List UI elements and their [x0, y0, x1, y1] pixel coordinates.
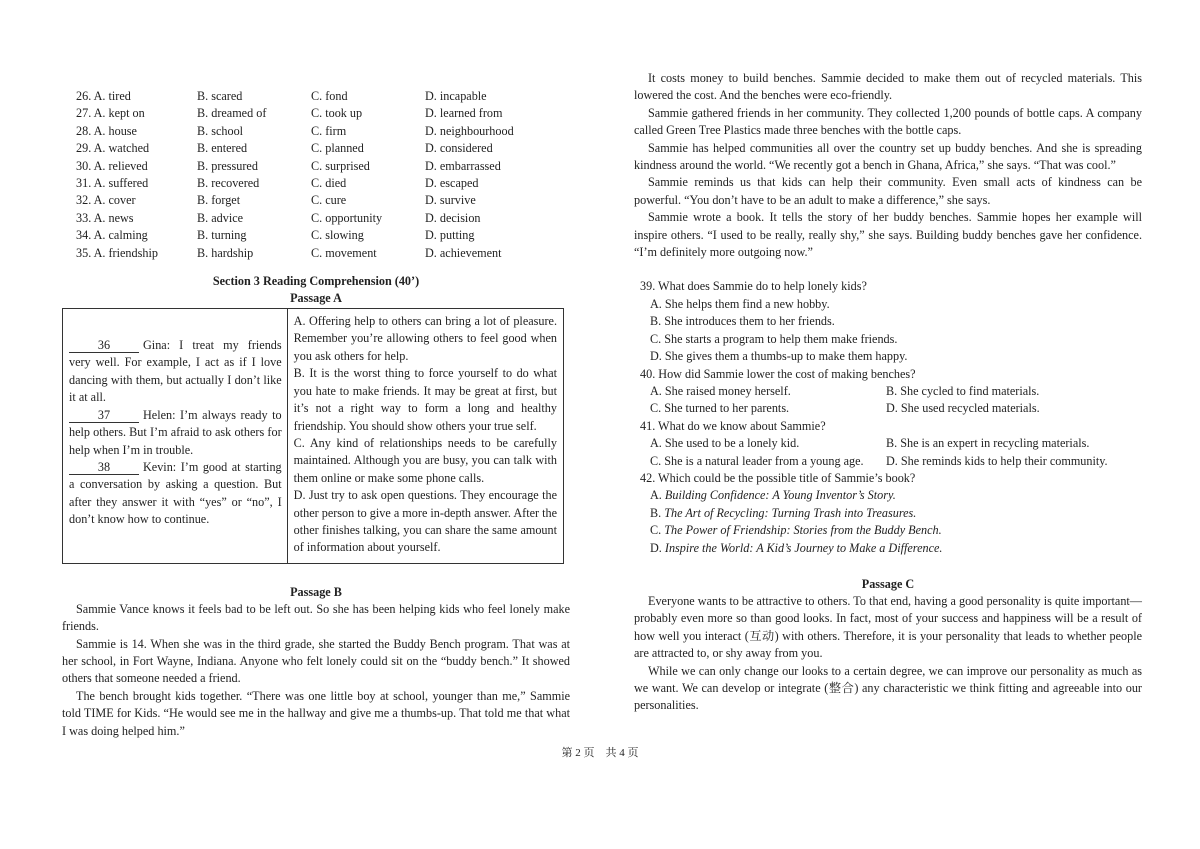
cloze-option: B. pressured — [197, 158, 258, 173]
cloze-option: D. incapable — [425, 89, 487, 103]
paragraph: Sammie gathered friends in her community. They collected 1,200 pounds of bottle caps. A company called Green Tree Plastics made three benches with the bottle caps. — [634, 105, 1142, 138]
cloze-option-row — [76, 140, 514, 157]
cloze-option: 34. A. calming — [76, 228, 148, 243]
cloze-option: C. slowing — [311, 228, 364, 243]
cloze-option-row — [76, 123, 514, 140]
cloze-options-table — [76, 88, 514, 262]
book-title: Inspire the World: A Kid’s Journey to Make a Difference. — [664, 540, 943, 555]
passage-a-title: Passage A — [290, 291, 342, 306]
right-column — [634, 70, 1142, 715]
cloze-option: 28. A. house — [76, 123, 137, 138]
cloze-option: 26. A. tired — [76, 89, 131, 103]
cloze-option: C. took up — [311, 106, 363, 121]
cloze-option: C. surprised — [311, 158, 370, 173]
cloze-option: 32. A. cover — [76, 193, 136, 208]
answer-option: A. She raised money herself. — [650, 383, 791, 398]
cloze-option: 29. A. watched — [76, 141, 150, 156]
matching-statements — [63, 309, 288, 563]
answer-option — [650, 487, 1142, 504]
answer-option — [650, 505, 1142, 522]
answer-option: C. She is a natural leader from a young age. — [650, 453, 864, 468]
answer-blank: 36 — [69, 339, 139, 353]
paragraph: While we can only change our looks to a certain degree, we can improve our personality as much as we want. We can develop or integrate (整合) any characteristic we think fitting and agreeable into our personalities. — [634, 663, 1142, 713]
answer-option: A. She used to be a lonely kid. — [650, 436, 800, 451]
advice-option: B. It is the worst thing to force yourself to do what you hate to make friends. It may be great at first, but it’s not a right way to form a long and healthy friendship. You should show others your true self. — [293, 366, 557, 433]
cloze-option: 35. A. friendship — [76, 245, 158, 260]
cloze-option-row — [76, 88, 514, 105]
statement-text: Helen: I’m always ready to help others. But I’m afraid to ask others for help when I’m in trouble. — [69, 407, 282, 457]
cloze-option-row — [76, 245, 514, 262]
question — [634, 366, 1142, 418]
option-letter: D. — [650, 540, 665, 555]
question-stem: 39. What does Sammie do to help lonely kids? — [640, 279, 867, 294]
cloze-option: B. dreamed of — [197, 106, 267, 121]
cloze-option: D. decision — [425, 210, 481, 225]
cloze-option: D. neighbourhood — [425, 123, 514, 138]
matching-box — [62, 308, 564, 564]
cloze-option: B. advice — [197, 210, 244, 225]
option-row — [650, 435, 1142, 452]
answer-option: A. She helps them find a new hobby. — [650, 296, 830, 311]
cloze-option: C. movement — [311, 245, 377, 260]
paragraph: The bench brought kids together. “There was one little boy at school, younger than me,” Sammie told TIME for Kids. “He would see me in the hallway and give me a thumbs-up. That told me that what I was doing helped him.” — [62, 688, 570, 738]
cloze-option: C. planned — [311, 141, 364, 156]
cloze-option: 33. A. news — [76, 210, 134, 225]
cloze-option: D. survive — [425, 193, 476, 208]
cloze-option: C. cure — [311, 193, 347, 208]
option-row — [650, 400, 1142, 417]
question — [634, 418, 1142, 470]
paragraph: Sammie reminds us that kids can help their community. Even small acts of kindness can be powerful. “You don’t have to be an adult to make a difference,” she says. — [634, 175, 1142, 207]
statement-text: Gina: I treat my friends very well. For example, I act as if I love dancing with them, but actually I don’t like it at all. — [69, 338, 282, 405]
left-column — [62, 70, 570, 740]
cloze-option-row — [76, 158, 514, 175]
cloze-option-row — [76, 227, 514, 244]
passage-b-left-text — [62, 601, 570, 740]
answer-option: B. She is an expert in recycling materials. — [886, 436, 1090, 451]
cloze-option: 30. A. relieved — [76, 158, 148, 173]
answer-blank: 37 — [69, 409, 139, 423]
cloze-option: C. died — [311, 176, 347, 191]
matching-advice — [288, 309, 563, 563]
cloze-option: D. achievement — [425, 245, 502, 260]
matching-statement — [69, 407, 282, 459]
advice-option: C. Any kind of relationships needs to be carefully maintained. Although you are busy, you can talk with them online or make some phone calls. — [293, 435, 557, 485]
cloze-option: D. putting — [425, 228, 475, 243]
paragraph: Sammie is 14. When she was in the third grade, she started the Buddy Bench program. That was at her school, in Fort Wayne, Indiana. Anyone who felt lonely could sit on the “buddy bench.” It showed others that someone needed a friend. — [62, 636, 570, 686]
answer-option — [650, 540, 1142, 557]
question-stem: 41. What do we know about Sammie? — [640, 418, 826, 433]
book-title: The Power of Friendship: Stories from the Buddy Bench. — [664, 523, 942, 538]
cloze-option: 31. A. suffered — [76, 176, 149, 191]
answer-blank: 38 — [69, 461, 139, 475]
book-title: Building Confidence: A Young Inventor’s Story. — [664, 488, 896, 503]
answer-option — [650, 522, 1142, 539]
option-row — [650, 383, 1142, 400]
cloze-option: D. considered — [425, 141, 493, 156]
matching-statement — [69, 337, 282, 407]
cloze-option: B. school — [197, 123, 244, 138]
question-stem: 42. Which could be the possible title of Sammie’s book? — [640, 470, 916, 485]
answer-option: B. She cycled to find materials. — [886, 383, 1040, 398]
book-title: The Art of Recycling: Turning Trash into Treasures. — [664, 505, 917, 520]
paragraph: Sammie wrote a book. It tells the story of her buddy benches. Sammie hopes her example will inspire others. “I used to be really, really shy,” she says. Building buddy benches gave her confidence. “I’m definitely more outgoing now.” — [634, 210, 1142, 260]
advice-option: D. Just try to ask open questions. They encourage the other person to give a more in-depth answer. After the other finishes talking, you can share the same amount of information about yourself. — [293, 488, 557, 555]
answer-option: D. She used recycled materials. — [886, 401, 1040, 416]
question-stem: 40. How did Sammie lower the cost of making benches? — [640, 366, 916, 381]
paragraph: Sammie has helped communities all over the country set up buddy benches. And she is spreading kindness around the world. “We recently got a bench in Ghana, Africa,” she says. “That was cool.” — [634, 140, 1142, 173]
cloze-option: C. fond — [311, 89, 348, 103]
paragraph: Sammie Vance knows it feels bad to be left out. So she has been helping kids who feel lonely make friends. — [62, 601, 570, 634]
cloze-option-row — [76, 192, 514, 209]
cloze-option: B. hardship — [197, 245, 254, 260]
passage-b-right-text — [634, 70, 1142, 261]
questions — [634, 278, 1142, 557]
paragraph: It costs money to build benches. Sammie decided to make them out of recycled materials. This lowered the cost. And the benches were eco-friendly. — [634, 71, 1142, 103]
cloze-option: C. opportunity — [311, 210, 383, 225]
section-title: Section 3 Reading Comprehension (40’) — [212, 274, 420, 289]
advice-option: A. Offering help to others can bring a lot of pleasure. Remember you’re allowing others to feel good when you ask others for help. — [293, 314, 557, 363]
cloze-option: C. firm — [311, 123, 347, 138]
cloze-option: B. scared — [197, 89, 243, 103]
cloze-option: 27. A. kept on — [76, 106, 145, 121]
question — [634, 278, 1142, 365]
cloze-option: D. escaped — [425, 176, 479, 191]
option-letter: B. — [650, 505, 665, 520]
option-letter: A. — [650, 488, 665, 503]
cloze-option: B. recovered — [197, 176, 260, 191]
answer-option: C. She turned to her parents. — [650, 401, 790, 416]
answer-option: C. She starts a program to help them make friends. — [650, 331, 898, 346]
cloze-option-row — [76, 210, 514, 227]
cloze-option: D. learned from — [425, 106, 503, 121]
paragraph: Everyone wants to be attractive to others. To that end, having a good personality is quite important—probably even more so than good looks. In fact, most of your success and happiness will be a result of how well you interact (互动) with others. Therefore, it is your personality that leads to whether people are attracted to, or shy away from you. — [634, 593, 1142, 661]
statement-text: Kevin: I’m good at starting a conversation by asking a question. But after they answer it with “yes” or “no”, I don’t know how to continue. — [69, 459, 282, 527]
answer-option: D. She gives them a thumbs-up to make them happy. — [650, 349, 908, 364]
cloze-option: B. entered — [197, 141, 248, 156]
cloze-option: B. forget — [197, 193, 241, 208]
passage-b-title: Passage B — [290, 584, 342, 599]
cloze-option-row — [76, 105, 514, 122]
answer-option: D. She reminds kids to help their community. — [886, 453, 1108, 468]
option-row — [650, 453, 1142, 470]
cloze-option: D. embarrassed — [425, 158, 501, 173]
page-footer: 第 2 页 共 4 页 — [561, 747, 639, 759]
cloze-option-row — [76, 175, 514, 192]
answer-option: B. She introduces them to her friends. — [650, 314, 835, 329]
passage-c-title: Passage C — [861, 576, 915, 591]
option-letter: C. — [650, 523, 665, 538]
passage-c-text — [634, 593, 1142, 715]
matching-statement — [69, 459, 282, 529]
question — [634, 470, 1142, 557]
cloze-option: B. turning — [197, 228, 247, 243]
